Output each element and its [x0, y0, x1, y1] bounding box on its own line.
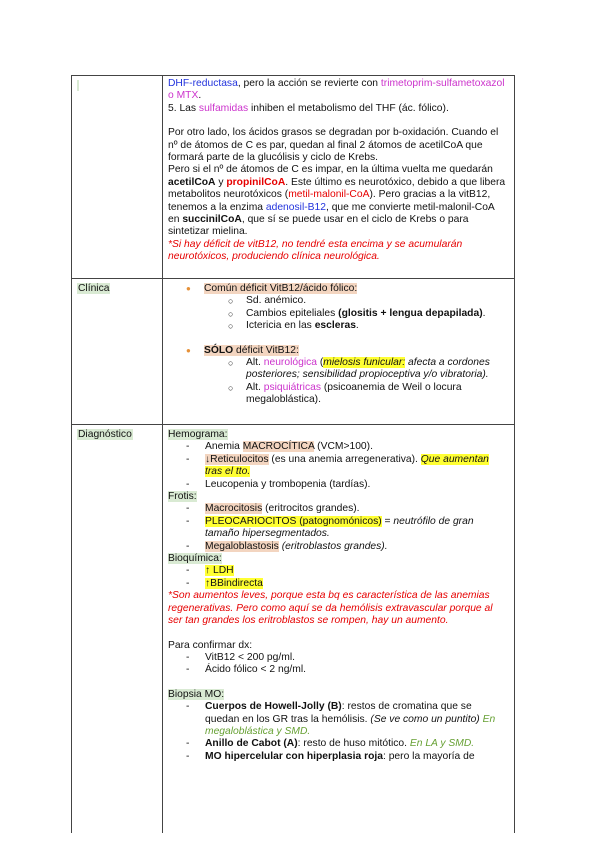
list-item: - Leucopenia y trombopenia (tardías). — [186, 479, 508, 491]
note-bioquimica: *Son aumentos leves, porque esta bq es característica de las anemias regenerativas. Pero como aquí se da hemólisis extravascular porque al ser tan grandes los eritroblastos se rompen, hay un aumento. — [168, 590, 493, 627]
list-item: - Ácido fólico < 2 ng/ml. — [186, 664, 508, 676]
list-item: ○ Cambios epiteliales (glositis + lengua depapilada). — [228, 308, 508, 320]
list-item: ○ Ictericia en las escleras. — [228, 320, 508, 332]
list-item: - Anemia MACROCÍTICA (VCM>100). — [186, 441, 508, 453]
row-content-metabolism — [163, 76, 515, 279]
paragraph-beta-oxidation: Por otro lado, los ácidos grasos se degradan por b-oxidación. Cuando el nº de átomos de C es par, quedan al final 2 átomos de acetilCoA que formará parte de la glucólisis y ciclo de Krebs. — [168, 127, 499, 164]
table-row-clinica — [72, 279, 515, 425]
list-item: ○ Alt. psiquiátricas (psicoanemia de Weil o locura megaloblástica). — [228, 382, 508, 407]
list-item: ○ Alt. neurológica (mielosis funicular: afecta a cordones posteriores; sensibilidad propioceptiva y/o vibratoria). — [228, 357, 508, 382]
list-item: - PLEOCARIOCITOS (patognomónicos) = neutrófilo de gran tamaño hipersegmentados. — [186, 516, 508, 541]
section-bioquimica: Bioquímica: — [168, 553, 222, 565]
note-deficit: *Si hay déficit de vitB12, no tendré esta encima y se acumularán neurotóxicos, produciendo clínica neurológica. — [168, 238, 463, 263]
list-item: ● SÓLO déficit VitB12: ○ Alt. neurológica (mielosis funicular: afecta a cordones posteriores; sensibilidad propioceptiva y/o vibratoria). ○ Alt. psiquiátricas (psicoanemia de Weil o locura megaloblástica). — [178, 345, 508, 407]
list-item: - ↓Reticulocitos (es una anemia arregenerativa). Que aumentan tras el tto. — [186, 454, 508, 479]
row-label-diagnostico: Diagnóstico — [72, 425, 163, 834]
row-label-empty — [72, 76, 163, 279]
table-row-continuation — [72, 76, 515, 279]
paragraph-sulfamidas: 5. Las sulfamidas inhiben el metabolismo del THF (ác. fólico). — [168, 102, 449, 114]
list-item: - Megaloblastosis (eritroblastos grandes). — [186, 541, 508, 553]
section-confirmar: Para confirmar dx: — [168, 639, 253, 651]
paragraph-dhf: DHF-reductasa, pero la acción se revierte con trimetoprim-sulfametoxazol o MTX. — [168, 78, 505, 102]
paragraph-impar: Pero si el nº de átomos de C es impar, en la última vuelta me quedarán acetilCoA y propinilCoA. Este último es neurotóxico, debido a que libera metabolitos neurotóxicos (metil-malonil-CoA). Pero gracias a la vitB12, tenemos a la enzima adenosil-B12, que me convierte metil-malonil-CoA en succinilCoA, que sí se puede usar en el ciclo de Krebs o para sintetizar mielina. — [168, 164, 506, 238]
list-item: - VitB12 < 200 pg/ml. — [186, 652, 508, 664]
row-content-clinica — [163, 279, 515, 425]
notes-table — [71, 75, 515, 833]
list-item: - Cuerpos de Howell-Jolly (B): restos de cromatina que se quedan en los GR tras la hemólisis. (Se ve como un puntito) En megaloblástica y SMD. — [186, 701, 508, 738]
list-item: - ↑ LDH — [186, 565, 508, 577]
section-hemograma: Hemograma: — [168, 429, 228, 440]
list-item: ● Común déficit VitB12/ácido fólico: ○ Sd. anémico. ○ Cambios epiteliales (glositis + lengua depapilada). ○ Ictericia en las escleras. — [178, 283, 508, 333]
section-frotis: Frotis: — [168, 491, 197, 503]
list-item: - ↑BBindirecta — [186, 578, 508, 590]
row-label-clinica: Clínica — [72, 279, 163, 425]
table-row-diagnostico — [72, 425, 515, 834]
section-biopsia: Biopsia MO: — [168, 688, 225, 700]
list-item: - Anillo de Cabot (A): resto de huso mitótico. En LA y SMD. — [186, 738, 508, 750]
list-item: - Macrocitosis (eritrocitos grandes). — [186, 503, 508, 515]
row-content-diagnostico — [163, 425, 515, 834]
list-item: - MO hipercelular con hiperplasia roja: pero la mayoría de — [186, 751, 508, 763]
list-item: ○ Sd. anémico. — [228, 295, 508, 307]
